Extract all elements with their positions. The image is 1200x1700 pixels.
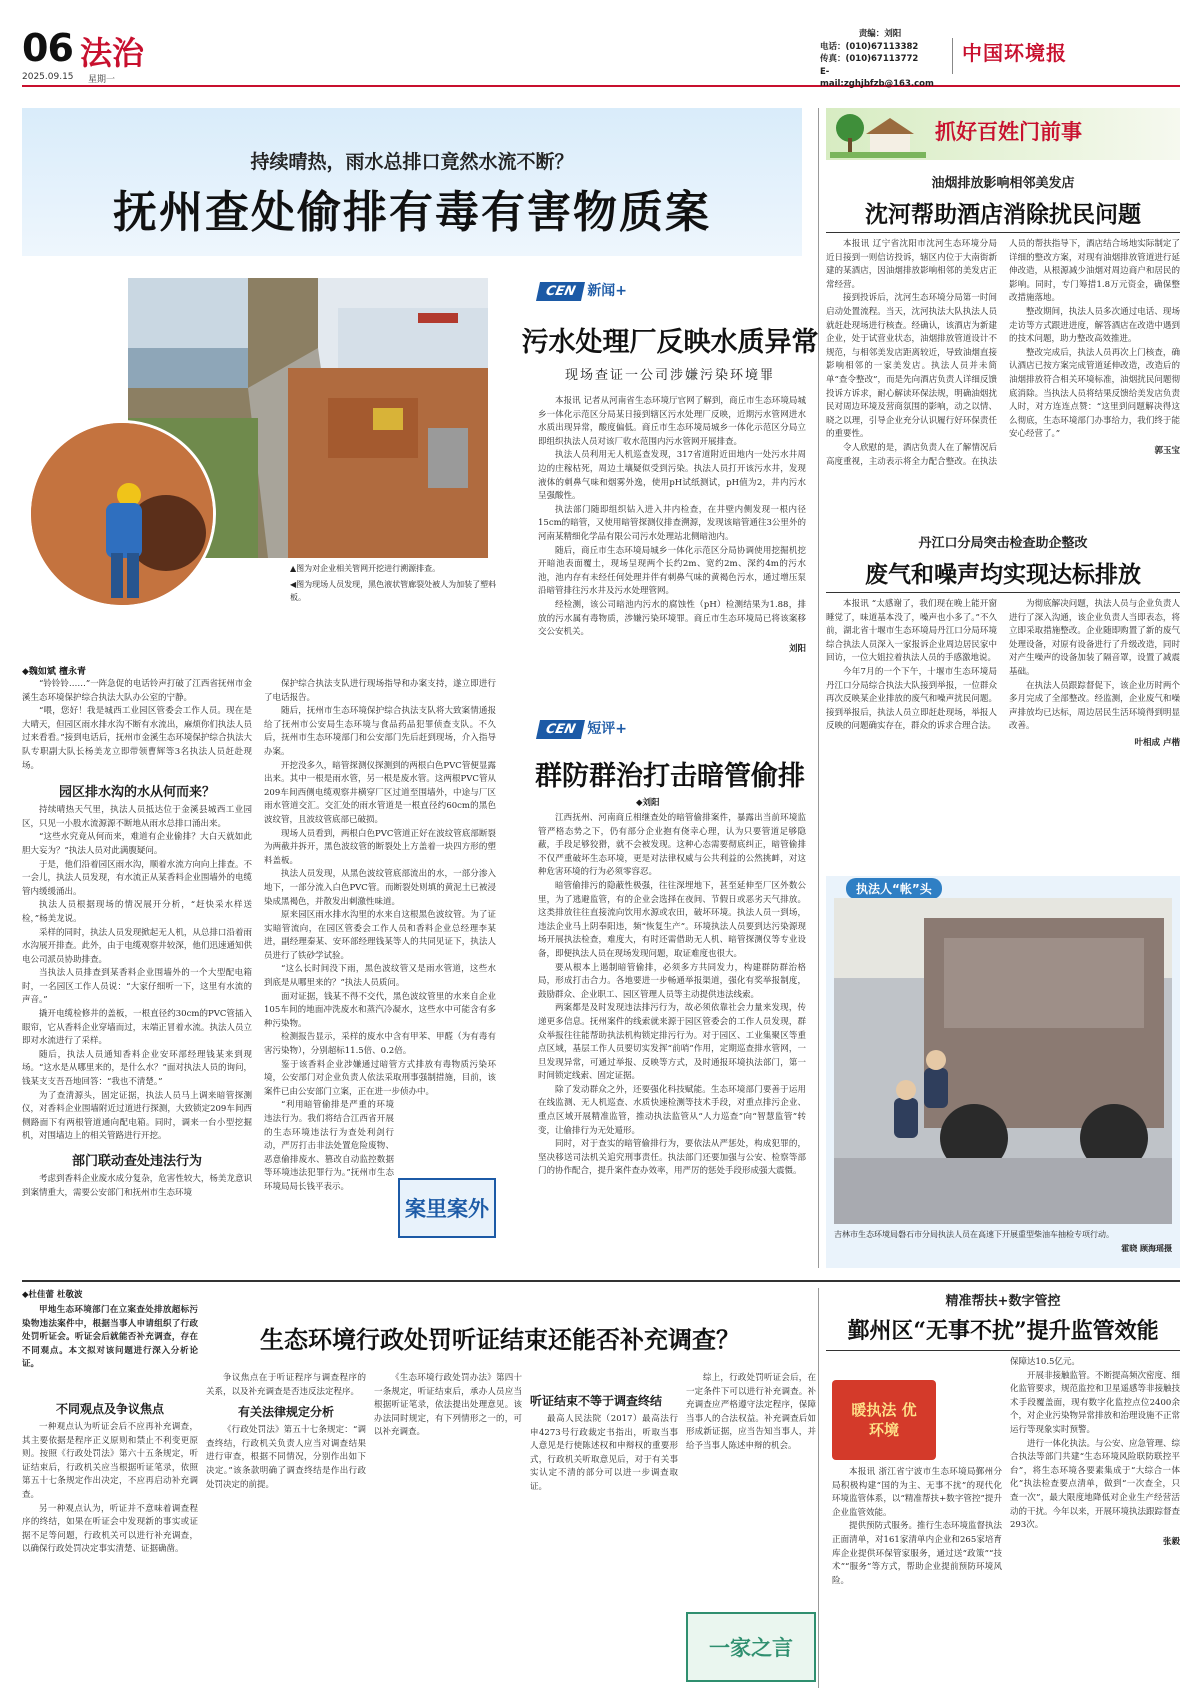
right3-paragraph: 进行一体化执法。与公安、应急管理、综合执法等部门共建“生态环境风险联防联控平台”，将生态环境各要素集成于“大综合一体化”执法检查要点清单，做到“一次查全，只查一次”，最大限度地降低对企业生产经营活动的干扰。今年以来，开展环境执法跟踪督查293次。 [1010, 1438, 1180, 1531]
cen2-byline: ◆刘阳 [636, 798, 660, 808]
bottom-column-divider [818, 1288, 819, 1688]
editor-phone: 电话：(010)67113382 [820, 41, 919, 52]
right3-kicker: 精准帮扶+数字管控 [945, 1294, 1061, 1309]
lead-paragraph: 保护综合执法支队进行现场指导和办案支持，遂立即进行了电话报告。 [264, 679, 496, 703]
bottom-col-1 [22, 1396, 198, 1696]
lead-byline: ◆魏如斌 檀永青 [22, 667, 87, 677]
cen1-paragraph: 本报讯 记者从河南省生态环境厅官网了解到，商丘市生态环境局城乡一体化示范区分局某日接到辖区污水处理厂反映，近期污水管网进水水质出现异常，酸度偏低。商丘市生态环境局城乡一体化示范区分局立即组织执法人员对该厂收水范围内污水管网开展排查。 [538, 396, 806, 447]
editor-fax: 传真：(010)67113772 [820, 54, 919, 64]
lead-paragraph: 现场人员看到，两根白色PVC管道正好在波纹管底部断裂为两截并拆开，黑色波纹管的断裂处上方盖着一块四方形的塑料盖板。 [264, 828, 496, 866]
right3-paragraph: 保障达10.5亿元。 [1010, 1357, 1080, 1367]
bottom-col-3 [374, 1372, 522, 1696]
bottom-intro-box [22, 1288, 198, 1372]
lead-paragraph: 持续晴热天气里，执法人员抵达位于金溪县城西工业园区，只见一小股水流源源不断地从雨水总排口涌出来。 [22, 805, 252, 829]
editor-contacts [820, 28, 940, 91]
section-title: 法治 [80, 34, 145, 72]
cen-logo: CEN [536, 720, 585, 739]
cen-logo: CEN [536, 282, 585, 301]
lead-paragraph: “这么长时间没下雨，黑色波纹管又是雨水管道，这些水到底是从哪里来的？”执法人员质问。 [264, 964, 496, 989]
photo-caption: 吉林市生态环境局磐石市分局执法人员在高速下开展重型柴油车抽检专项行动。 [834, 1230, 1114, 1239]
bottom-rule [22, 1280, 1180, 1282]
cen2-paragraph: 两案都是及时发现违法排污行为，故必须依靠社会力量来发现，传递更多信息。抚州案件的线索就来源于园区管委会的工作人员发现，群众举报往往能帮助执法机构锁定排污行为。对于园区、工业集聚区等重点区域，基层工作人员要切实发挥“前哨”作用，定期巡查排水管网，一旦发现异常，可通过举报、反映等方式，及时通报环境执法部门，第一时间锁定线索、固定证据。 [538, 1003, 806, 1082]
right2-paragraph: 在执法人员跟踪督促下，该企业历时两个多月完成了全部整改。经监测，企业废气和噪声排放均已达标，周边居民生活环境得到明显改善。 [1009, 680, 1180, 732]
cen2-paragraph: 除了发动群众之外，还要强化科技赋能。生态环境部门要善于运用在线监测、无人机巡查、水质快速检测等技术手段，对重点排污企业、重点区域开展精准监管，推动执法监管从“人力巡查”向“智慧监管”转变，让偷排行为无处遁形。 [538, 1084, 806, 1136]
lead-paragraph: 考虑到香料企业废水成分复杂，危害性较大，杨美龙意识到案情重大，需要公安部门和抚州市生态环境 [22, 1174, 252, 1198]
lead-paragraph: 撬开电缆检修井的盖板，一根直径约30cm的PVC管插入眼帘，它从香料企业穿墙而过，末端正冒着水流。执法人员立即对水流进行了采样。 [22, 1009, 252, 1047]
bottom-section-1: 不同观点及争议焦点 [55, 1402, 164, 1416]
cen1-subhead: 现场查证一公司涉嫌污染环境罪 [564, 368, 775, 383]
right3-body-col-1 [832, 1466, 1002, 1692]
column-divider [818, 108, 819, 1268]
lead-section-heading-1: 园区排水沟的水从何而来？ [58, 785, 215, 801]
bottom-paragraph: 《行政处罚法》第五十七条规定：“调查终结，行政机关负责人应当对调查结果进行审查，根据不同情况，分别作出如下决定。”该条款明确了调查终结是作出行政处罚决定的前提。 [206, 1425, 366, 1490]
right1-kicker: 油烟排放影响相邻美发店 [931, 176, 1075, 191]
lead-paragraph: 检测报告显示，采样的废水中含有甲苯、甲醛（为有毒有害污染物），分别超标11.5倍、0.2倍。 [264, 1032, 496, 1057]
cen-tag-text: 短评+ [587, 721, 628, 737]
bottom-paragraph: 另一种观点认为，听证并不意味着调查程序的终结，如果在听证会中发现新的事实或证据不足等问题，行政机关可以进行补充调查，以确保行政处罚决定事实清楚、证据确凿。 [22, 1503, 198, 1555]
right1-paragraph: 本报讯 辽宁省沈阳市沈河生态环境分局近日接到一则信访投诉，辖区内位于大南街新建的某酒店，因油烟排放影响相邻的美发店正常经营。 [826, 239, 997, 290]
opinion-box [686, 1612, 816, 1682]
bottom-col-5 [686, 1372, 816, 1602]
right1-body [826, 238, 1180, 526]
opinion-box-label: 一家之言 [709, 1636, 793, 1660]
right2-kicker: 丹江口分局突击检查助企整改 [918, 536, 1088, 551]
lead-paragraph: 开挖没多久，暗管探测仪探测到的两根白色PVC管便显露出来。其中一根是雨水管，另一根是废水管。这两根PVC管从209车间西侧电缆观察井横穿厂区过道至围墙外，中途与厂区雨水管道交汇。交汇处的雨水管道是一根直径约60cm的黑色波纹管，且波纹管底部已破损。 [264, 760, 496, 825]
lead-col-1 [22, 678, 252, 1200]
bottom-headline: 生态环境行政处罚听证结束还能否补充调查？ [260, 1325, 740, 1354]
lead-paragraph: “铃铃铃……”一阵急促的电话铃声打破了江西省抚州市金溪生态环境保护综合执法大队办公室的宁静。 [22, 679, 252, 703]
lead-paragraph: “利用暗管偷排是严重的环境违法行为。我们将结合江西省开展的生态环境违法行为查处利剑行动，严厉打击非法处置危险废物、恶意偷排废水、篡改自动监控数据等环境违法犯罪行为。”抚州市生态环境局局长钱平表示。 [264, 1100, 394, 1192]
inspection-photo [834, 898, 1172, 1224]
cen-news-tag [538, 280, 627, 301]
lead-paragraph: 当执法人员排查到某香料企业围墙外的一个大型配电箱时，一名园区工作人员说：“大家仔细听一下，这里有水流的声音。” [22, 968, 252, 1006]
case-box [398, 1178, 496, 1238]
cen1-paragraph: 随后，商丘市生态环境局城乡一体化示范区分局协调使用挖掘机挖开暗池表面覆土，现场呈现两个长约2m、宽约2m、深约4m的污水池，池内存有未经任何处理并伴有刺鼻气味的黄褐色污水，通过增压泵沿暗管排往污水井及污水处理管网。 [538, 545, 806, 597]
masthead-divider [22, 85, 1180, 87]
right2-body [826, 598, 1180, 870]
right1-paragraph: 整改期间，执法人员多次通过电话、现场走访等方式跟进进度，解答酒店在改造中遇到的技术问题，助力整改高效推进。 [1009, 306, 1180, 345]
cen1-paragraph: 经检测，该公司暗池内污水的腐蚀性（pH）检测结果为1.88，排放的污水属有毒物质，涉嫌污染环境罪。商丘市生态环境局已将该案移交公安机关。 [538, 599, 806, 638]
page-number: 06 [22, 26, 73, 70]
lead-paragraph: 采样的同时，执法人员发现掀起无人机，从总排口沿着雨水沟展开排查。此外，由于电缆观察井较深，他们迅速通知供电公司派员协助排查。 [22, 927, 252, 965]
lead-caption-1: ▲图为对企业相关管网开挖进行溯源排查。 [290, 564, 441, 573]
right2-paragraph: 为彻底解决问题，执法人员与企业负责人进行了深入沟通，该企业负责人当即表态，将立即采取措施整改。企业随即购置了新的废气处理设备，对原有设备进行了升级改造，同时对产生噪声的设备加装了隔音罩，设置了减震基础。 [1009, 599, 1180, 677]
lead-caption-2: ◀图为现场人员发现，黑色液状管廊裂处被人为加装了塑料板。 [290, 580, 497, 602]
lead-paragraph: 随后，执法人员通知香料企业安环部经理钱某来到现场。“这水是从哪里来的，是什么水？”面对执法人员的询问，钱某支支吾吾地回答：“我也不清楚。” [22, 1049, 252, 1088]
banner-illustration [830, 110, 926, 158]
issue-weekday: 星期一 [88, 75, 116, 85]
lead-paragraph: “喂，您好！我是城西工业园区管委会工作人员。现在是大晴天，但园区雨水排水沟不断有水流出，麻烦你们执法人员过来看看。”接到电话后，抚州市金溪生态环境保护综合执法大队专职副大队长杨美龙立即带领曹辉等3名执法人员赶赴现场。 [22, 706, 252, 771]
case-box-label: 案里案外 [405, 1197, 489, 1221]
bottom-paragraph: 一种观点认为听证会后不应再补充调查，其主要依据是程序正义原则和禁止不利变更原则。按照《行政处罚法》第六十五条规定，听证结束后，行政机关应当根据听证笔录，依照第五十七条规定作出决定，不应再启动补充调查。 [22, 1422, 198, 1500]
right2-paragraph: 今年7月的一个下午，十堰市生态环境局丹江口分局综合执法大队接到举报，一位群众再次反映某企业排放的废气和噪声扰民问题。接到举报后，执法人员立即赶赴现场，举报人反映的问题确实存在，群众的诉求合理合法。 [826, 666, 997, 732]
cen1-body [538, 395, 806, 654]
right2-rule [826, 592, 1180, 593]
right3-signature: 张毅 [1162, 1536, 1180, 1547]
editor-name: 责编：刘阳 [858, 29, 902, 39]
paper-name: 中国环境报 [962, 41, 1067, 65]
cen1-paragraph: 执法部门随即组织钻入进入井内检查，在井壁内侧发现一根内径15cm的暗管，又使用暗管探测仪排查溯源，发现该暗管通往3公里外的河南某精细化学品有限公司污水处理站北侧暗池内。 [538, 504, 806, 542]
right3-logo [832, 1380, 936, 1460]
lead-paragraph: 随后，抚州市生态环境保护综合执法支队将大致案情通报给了抚州市公安局生态环境与食品药品犯罪侦查支队。不久后，抚州市生态环境部门和公安部门先后赶到现场，介入指导办案。 [264, 706, 496, 757]
lead-headline: 抚州查处偷排有毒有害物质案 [113, 187, 711, 238]
bottom-byline: ◆杜佳蕾 杜敬波 [22, 1290, 83, 1300]
lead-photo-worker [28, 420, 216, 608]
right2-headline: 废气和噪声均实现达标排放 [865, 561, 1141, 588]
right2-paragraph: 本报讯 “太感谢了，我们现在晚上能开窗睡觉了，味道基本没了，噪声也小多了。”不久前，湖北省十堰市生态环境局丹江口分局环境综合执法人员深入一家报诉企业周边居民家中回访，一位大姐拉着执法人员的手感激地说。 [826, 599, 997, 664]
right3-rule [826, 1350, 1180, 1351]
editor-email: E-mail:zghjbfzb@163.com [820, 66, 934, 89]
cen1-paragraph: 执法人员利用无人机巡查发现，317省道附近田地内一处污水井周边的庄稼枯死，周边土壤疑似受到污染。执法人员打开该污水井，发现液体的刺鼻气味和烟雾外逸，使用pH试纸测试，pH值为2，井内污水呈强酸性。 [538, 450, 806, 502]
right2-signature: 叶相成 卢楷 [1134, 737, 1180, 748]
cen2-body [538, 812, 806, 1270]
bottom-col-2 [206, 1372, 366, 1696]
right1-paragraph: 令人欣慰的是，酒店负责人在了解情况后高度重视，主动表示将全力配合整改。在执法人员的帮扶指导下，酒店结合场地实际制定了详细的整改方案，对现有油烟排放管道进行延伸改造，从根源减少油烟对周边商户和居民的影响。同时，专门筹措1.8万元资金，确保整改措施落地。 [826, 239, 1180, 467]
lead-paragraph: 鉴于该香料企业涉嫌通过暗管方式排放有毒物质污染环境，公安部门对企业负责人依法采取刑事强制措施，目前，该案件已由公安部门立案，正在进一步侦办中。 [264, 1059, 496, 1097]
lead-paragraph: 原来园区雨水排水沟里的水来自这根黑色波纹管。为了证实暗管流向，在园区管委会工作人员和香料企业总经理李某进，副经理秦某、安环部经理钱某等人的共同见证下，执法人员进行了铁砂学试验。 [264, 910, 496, 961]
cen1-signature: 刘阳 [788, 643, 806, 654]
right1-headline: 沈河帮助酒店消除扰民问题 [865, 201, 1141, 228]
right3-body-col-2 [1010, 1356, 1180, 1692]
right3-headline: 鄞州区“无事不扰”提升监管效能 [847, 1318, 1159, 1344]
cen1-headline: 污水处理厂反映水质异常 [521, 327, 819, 358]
right3-paragraph: 提供预防式服务。推行生态环境监督执法正面清单，对161家清单内企业和265家培育库企业提供环保管家服务，通过送“政策”“技术”“服务”等方式，帮助企业提前预防环境风险。 [832, 1521, 1002, 1586]
lead-paragraph: 面对证据，钱某不得不交代，黑色波纹管里的水来自企业105车间的地面冲洗废水和蒸汽冷凝水，这些水中可能含有多种污染物。 [264, 991, 496, 1029]
bottom-intro: 甲地生态环境部门在立案查处排放超标污染物违法案件中，根据当事人申请组织了行政处罚听证会。听证会后就能否补充调查，存在不同观点。本文拟对该问题进行深入分析论证。 [22, 1305, 198, 1370]
cen-tag-text: 新闻+ [587, 283, 628, 299]
lead-section-heading-2: 部门联动查处违法行为 [71, 1154, 202, 1169]
cen2-paragraph: 江西抚州、河南商丘相继查处的暗管偷排案件，暴露出当前环境监管严格态势之下，仍有部分企业抱有侥幸心理，认为只要管道足够隐蔽，手段足够狡猾，就不会被发现。这种心态需要彻底纠正，暗管偷排不仅严重破坏生态环境，更是对法律权威与公共利益的公然挑衅，对这种危害环境的行为必须零容忍。 [538, 813, 806, 878]
cen2-paragraph: 暗管偷排污的隐蔽性极强，往往深埋地下，甚至延伸至厂区外数公里，为了逃避监管，有的企业会选择在夜间、节假日或恶劣天气排放。这类排放往往直接流向饮用水源或农田，破坏环境。执法人员一到场，违法企业马上阴奉阳违，频“恢复生产”。环境执法人员要到达污染源现场开展执法检查，难度大，有时还需借助无人机、暗管探测仪等专业设备，即便执法人员在现场发现问题，取证难度也很大。 [538, 880, 806, 959]
right1-rule [826, 232, 1180, 233]
truck-inspection-image [834, 898, 1172, 1224]
lead-paragraph: 执法人员根据现场的情况展开分析，“赶快采水样送检，”杨美龙说。 [22, 900, 252, 924]
right3-paragraph: 本报讯 浙江省宁波市生态环境局鄞州分局积极构建“国的为主、无事不扰”的现代化环境监管体系，以“精准帮扶+数字管控”提升企业监管效能。 [832, 1467, 1002, 1518]
lead-kicker: 持续晴热，雨水总排口竟然水流不断？ [250, 151, 574, 173]
photo-banner: 执法人“帐”头 [846, 878, 942, 899]
right1-paragraph: 接到投诉后，沈河生态环境分局第一时间启动处置流程。当天，沈河执法大队执法人员就赶赴现场进行核查。经确认，该酒店为新建企业，处于试营业状态，油烟排放管道设计不规范，与相邻美发店距离较近，导致油烟直接影响相邻的一家美发店。执法人员并未简单“查令整改”，而是先向酒店负责人详细反馈投诉方诉求，耐心解读环保法规，明确油烟扰民对周边环境及营商氛围的影响，动之以情、晓之以理，引导企业充分认识履行好环保责任的重要性。 [826, 293, 997, 440]
right3-paragraph: 开展非接触监管。不断提高频次密度、细化监管要求，规范监控和卫星遥感等非接触技术手段覆盖面，现有数字化监控点位2400余个，对企业污染物异常排放和治理设施不正常运行等现象实时预警。 [1010, 1370, 1180, 1435]
worker-inset-image [31, 423, 216, 608]
cen-comment-tag [538, 718, 627, 739]
cen2-paragraph: 要从根本上遏制暗管偷排，必须多方共同发力，构建群防群治格局，形成打击合力。各地要进一步畅通举报渠道，强化有奖举报制度，鼓励群众、企业职工、园区管理人员等主动提供违法线索。 [538, 962, 806, 1000]
photo-credit: 霍晓 顾海瑶摄 [1121, 1244, 1172, 1253]
bottom-paragraph: 《生态环境行政处罚办法》第四十一条规定，听证结束后，承办人员应当根据听证笔录，依法提出处理意见。该办法同时规定，有下列情形之一的，可以补充调查。 [374, 1373, 522, 1438]
lead-paragraph: 于是，他们沿着园区雨水沟，顺着水流方向向上排查。不一会儿，执法人员发现，有水流正从某香料企业围墙外的电缆管内缓缓涌出。 [22, 859, 252, 897]
bottom-col-4 [530, 1388, 678, 1696]
right1-signature: 郭玉宝 [1154, 445, 1180, 456]
paper-logo [952, 38, 953, 74]
bottom-section-3: 听证结束不等于调查终结 [530, 1394, 663, 1408]
cen2-headline: 群防群治打击暗管偷排 [535, 761, 805, 792]
bottom-paragraph: 最高人民法院（2017）最高法行申4273号行政裁定书指出，听取当事人意见是行使陈述权和申辩权的重要形式，行政机关听取意见后，对于有关事实认定不清的部分可以进一步调查取证。 [530, 1414, 678, 1492]
lead-paragraph: 执法人员发现，从黑色波纹管底部流出的水，一部分渗入地下，一部分流入白色PVC管。而断裂处则填的黄泥土已被浸染成黑褐色，并散发出刺激性味道。 [264, 869, 496, 907]
issue-date: 2025.09.15 [22, 72, 74, 82]
cen2-paragraph: 同时，对于查实的暗管偷排行为，要依法从严惩处，构成犯罪的，坚决移送司法机关追究刑事责任。执法部门还要加强与公安、检察等部门的协作配合，提升案件查办效率，用严厉的惩处手段形成强大震慑。 [538, 1139, 806, 1177]
banner-title: 抓好百姓门前事 [935, 120, 1082, 144]
bottom-paragraph: 争议焦点在于听证程序与调查程序的关系，以及补充调查是否违反法定程序。 [206, 1373, 366, 1397]
house-trees-icon [830, 110, 926, 158]
bottom-section-2: 有关法律规定分析 [237, 1405, 334, 1420]
right1-paragraph: 整改完成后，执法人员再次上门核查，确认酒店已按方案完成管道延伸改造，改造后的油烟排放符合相关环境标准，油烟扰民问题彻底消除。当执法人员将结果反馈给美发店负责人时，对方连连点赞：“这里到问题解决得这么彻底，生态环境部门办事给力，我们终于能安心经营了。” [1009, 347, 1180, 440]
lead-paragraph: 为了查清源头，固定证据，执法人员马上调来暗管探测仪，对香料企业围墙附近过道进行探测，大致锁定209车间西侧路面下有两根管道通向配电箱。同时，调来一台小型挖掘机，对围墙边上的相关管路进行开挖。 [22, 1090, 252, 1142]
bottom-paragraph: 综上，行政处罚听证会后，在一定条件下可以进行补充调查。补充调查应严格遵守法定程序，保障当事人的合法权益。补充调查后如形成新证据，应当告知当事人，并给予当事人陈述申辩的机会。 [686, 1373, 816, 1451]
right3-logo-text: 暖执法 优环境 [851, 1401, 917, 1439]
lead-paragraph: “这些水究竟从何而来，难道有企业偷排？大白天就如此胆大妄为？”执法人员对此满腹疑问。 [22, 832, 252, 856]
